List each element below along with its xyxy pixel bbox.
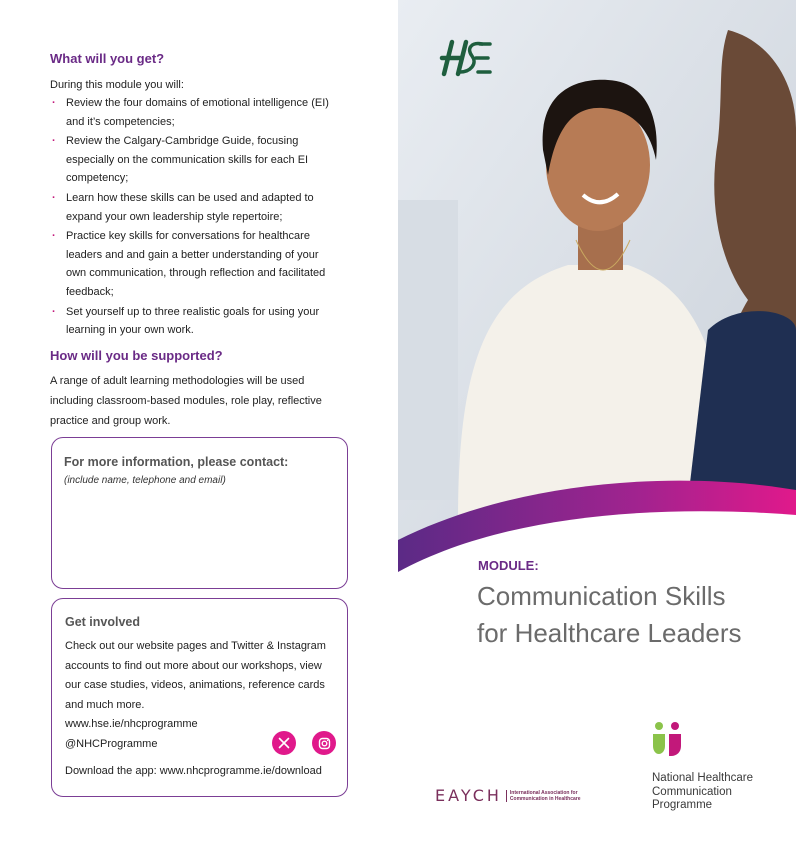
support-line: practice and group work.	[50, 415, 171, 427]
involved-line: our case studies, videos, animations, reference cards	[65, 679, 325, 691]
get-involved-title: Get involved	[65, 615, 141, 629]
intro-text: During this module you will:	[50, 79, 184, 91]
website-link[interactable]: www.hse.ie/nhcprogramme	[65, 718, 198, 730]
bullet-line: Practice key skills for conversations for healthcare	[66, 230, 310, 243]
bullet-line: learning in your own work.	[66, 324, 194, 337]
contact-title: For more information, please contact:	[64, 455, 289, 469]
bullet-item	[50, 303, 350, 340]
bullet-line: own communication, through reflection and facilitated	[66, 267, 326, 280]
contact-subtitle: (include name, telephone and email)	[64, 475, 226, 486]
bullet-line: competency;	[66, 172, 129, 185]
social-handle[interactable]: @NHCProgramme	[65, 738, 158, 750]
nhcp-name-line: National Healthcare	[652, 772, 754, 784]
support-line: including classroom-based modules, role play, reflective	[50, 395, 322, 407]
module-title-line1: Communication Skills	[477, 581, 726, 611]
right-panel	[398, 0, 796, 846]
bullet-item	[50, 227, 350, 301]
eaych-letters: EAYCH	[435, 786, 502, 805]
bullet-line: and it’s competencies;	[66, 115, 175, 128]
section-title-what-you-get: What will you get?	[50, 51, 165, 66]
module-label: MODULE:	[478, 558, 539, 573]
bullet-line: expand your own leadership style repertoire;	[66, 210, 283, 223]
bullet-line: Learn how these skills can be used and adapted to	[66, 191, 314, 204]
nhcp-name-line: Communication	[652, 785, 732, 798]
contact-box	[51, 437, 348, 589]
nhcp-icon	[651, 720, 687, 760]
module-title-line2: for Healthcare Leaders	[477, 618, 742, 648]
involved-line: Check out our website pages and Twitter & Instagram	[65, 640, 326, 652]
hse-logo	[438, 36, 492, 78]
bullet-item	[50, 132, 350, 188]
nhcp-name	[652, 772, 753, 813]
support-line: A range of adult learning methodologies will be used	[50, 375, 305, 387]
x-icon[interactable]	[272, 731, 296, 755]
bullet-item	[50, 189, 350, 226]
bullet-line: Set yourself up to three realistic goals for using your	[66, 305, 320, 318]
bullet-line: Review the four domains of emotional intelligence (EI)	[66, 97, 329, 109]
bullet-line: Review the Calgary-Cambridge Guide, focusing	[66, 135, 299, 148]
involved-line: and much more.	[65, 698, 145, 711]
bullet-list	[50, 94, 350, 341]
bullet-item	[50, 94, 350, 131]
support-text	[50, 371, 350, 431]
eaych-logo	[435, 786, 590, 805]
get-involved-box	[51, 598, 348, 797]
instagram-icon[interactable]	[312, 731, 336, 755]
get-involved-body	[65, 637, 340, 715]
section-title-support: How will you be supported?	[50, 348, 223, 363]
eaych-description: International Association for Communication in Healthcare	[506, 790, 590, 802]
nhcp-name-line: Programme	[652, 799, 713, 811]
download-app-link[interactable]: Download the app: www.nhcprogramme.ie/download	[65, 765, 322, 777]
hero-photo	[398, 0, 796, 580]
bullet-line: leaders and and gain a better understanding of your	[66, 248, 319, 261]
bullet-line: feedback;	[66, 285, 114, 298]
involved-line: accounts to find out more about our workshops, view	[65, 659, 322, 672]
bullet-line: especially on the communication skills for each EI	[66, 153, 309, 166]
